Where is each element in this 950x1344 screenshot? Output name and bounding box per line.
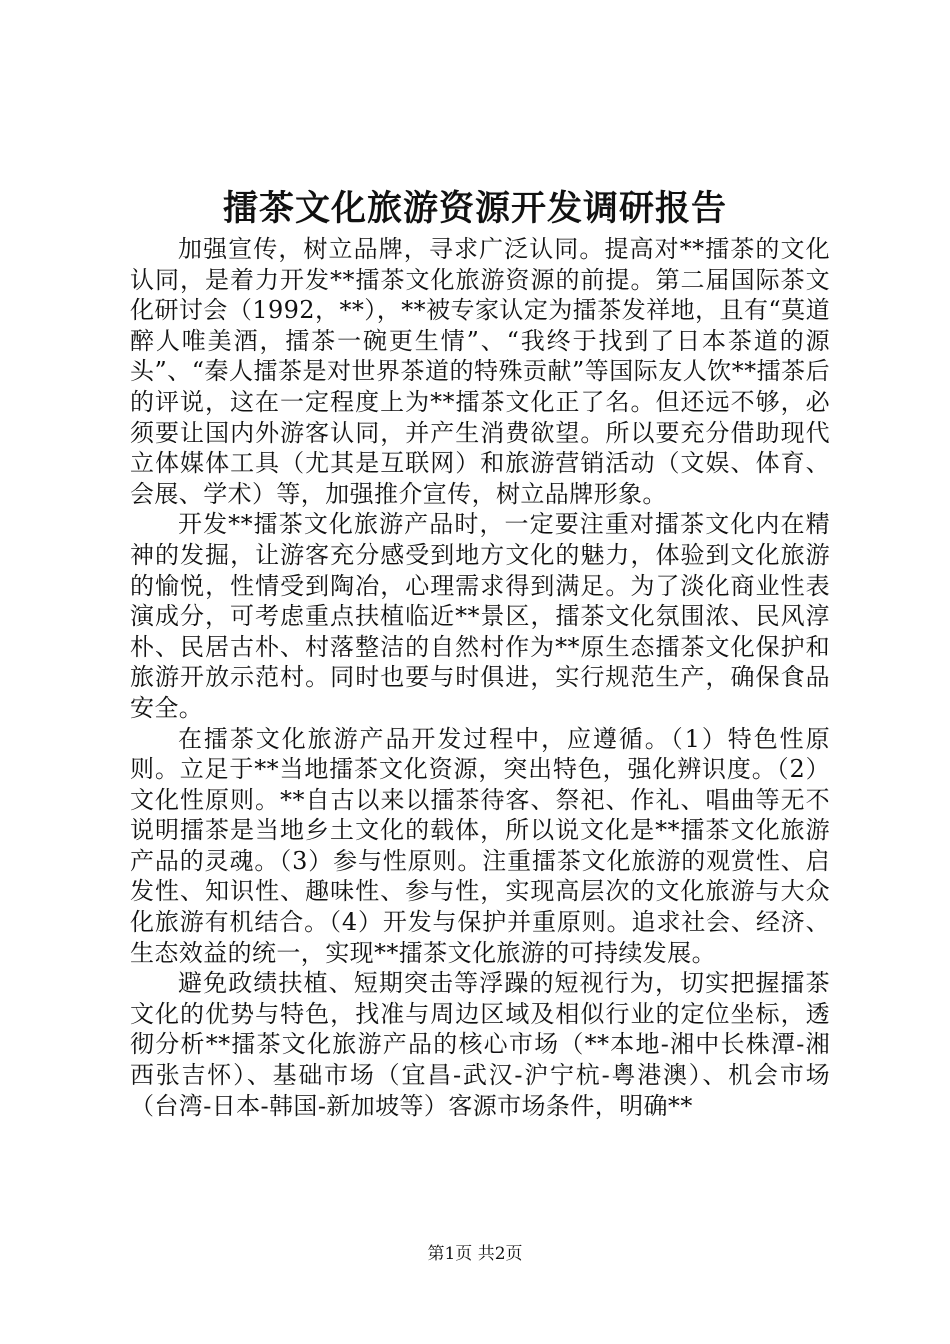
- paragraph: 加强宣传，树立品牌，寻求广泛认同。提高对**擂茶的文化认同，是着力开发**擂茶文化旅游资源的前提。第二届国际茶文化研讨会（1992，**），**被专家认定为擂茶发祥地，且有“莫道醉人唯美酒，擂茶一碗更生情”、“我终于找到了日本茶道的源头”、“秦人擂茶是对世界茶道的特殊贡献”等国际友人饮**擂茶后的评说，这在一定程度上为**擂茶文化正了名。但还远不够，必须要让国内外游客认同，并产生消费欲望。所以要充分借助现代立体媒体工具（尤其是互联网）和旅游营销活动（文娱、体育、会展、学术）等，加强推介宣传，树立品牌形象。: [130, 235, 830, 508]
- paragraph: 开发**擂茶文化旅游产品时，一定要注重对擂茶文化内在精神的发掘，让游客充分感受到地方文化的魅力，体验到文化旅游的愉悦，性情受到陶冶，心理需求得到满足。为了淡化商业性表演成分，可考虑重点扶植临近**景区，擂茶文化氛围浓、民风淳朴、民居古朴、村落整洁的自然村作为**原生态擂茶文化保护和旅游开放示范村。同时也要与时俱进，实行规范生产，确保食品安全。: [130, 510, 830, 722]
- paragraph: 避免政绩扶植、短期突击等浮躁的短视行为，切实把握擂茶文化的优势与特色，找准与周边区域及相似行业的定位坐标，透彻分析**擂茶文化旅游产品的核心市场（**本地-湘中长株潭-湘西张吉怀）、基础市场（宜昌-武汉-沪宁杭-粤港澳）、机会市场（台湾-日本-韩国-新加坡等）客源市场条件，明确**: [130, 969, 830, 1120]
- page-number-footer: 第1页 共2页: [427, 1244, 523, 1264]
- paragraph: 在擂茶文化旅游产品开发过程中，应遵循。（1）特色性原则。立足于**当地擂茶文化资源，突出特色，强化辨识度。（2）文化性原则。**自古以来以擂茶待客、祭祀、作礼、唱曲等无不说明擂茶是当地乡土文化的载体，所以说文化是**擂茶文化旅游产品的灵魂。（3）参与性原则。注重擂茶文化旅游的观赏性、启发性、知识性、趣味性、参与性，实现高层次的文化旅游与大众化旅游有机结合。（4）开发与保护并重原则。追求社会、经济、生态效益的统一，实现**擂茶文化旅游的可持续发展。: [130, 724, 830, 967]
- document-title: 擂茶文化旅游资源开发调研报告: [222, 188, 727, 229]
- document-body: [130, 234, 830, 1121]
